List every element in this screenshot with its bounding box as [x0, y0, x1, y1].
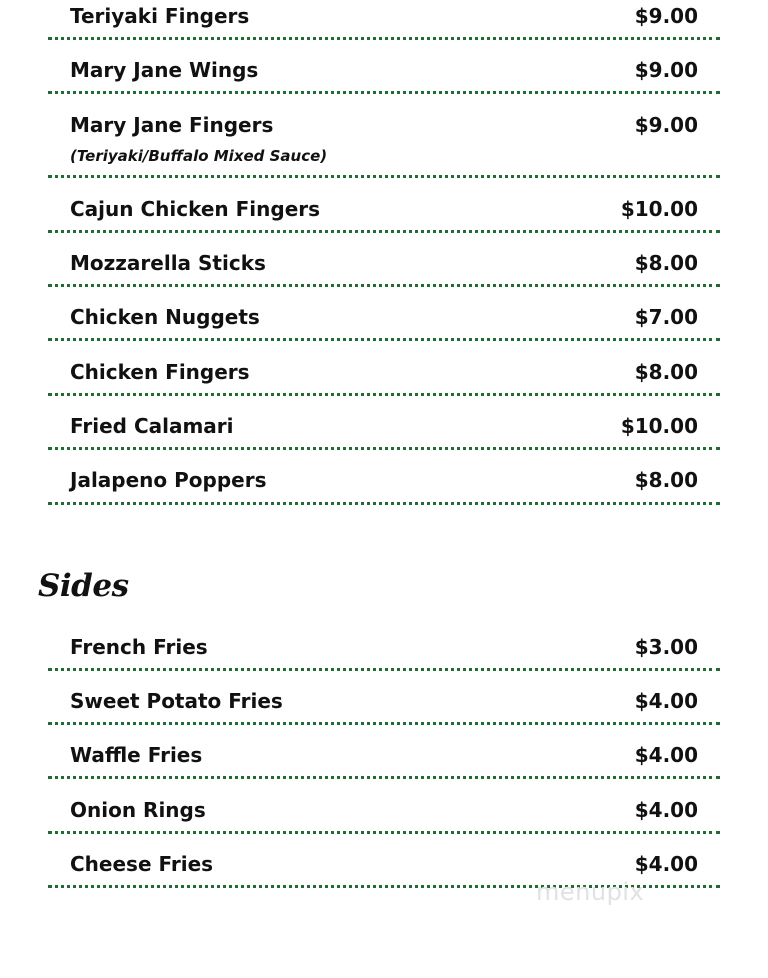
menu-item-price: $9.00: [634, 58, 698, 82]
menu-item: [48, 196, 720, 233]
menu-item-name: Chicken Fingers: [70, 360, 250, 384]
menu-item: [48, 634, 720, 671]
menu-item: [48, 467, 720, 505]
menu-item: [48, 250, 720, 287]
menu-item-name: Cajun Chicken Fingers: [70, 197, 321, 221]
menu-item-name: Waffle Fries: [70, 743, 203, 767]
menu-item-price: $9.00: [634, 113, 698, 137]
menu-item-name: Mary Jane Fingers: [70, 113, 274, 137]
menu-item-name: Mozzarella Sticks: [70, 251, 266, 275]
menu-item-name: Jalapeno Poppers: [70, 468, 267, 492]
menu-item: [48, 3, 720, 40]
menu-item-name: Teriyaki Fingers: [70, 4, 250, 28]
menu-item-price: $8.00: [634, 251, 698, 275]
menu-item: [48, 57, 720, 94]
menu-item-price: $10.00: [620, 197, 698, 221]
menu-item-price: $4.00: [634, 689, 698, 713]
menu-item-price: $7.00: [634, 305, 698, 329]
menupix-watermark: menupix: [536, 878, 645, 906]
menu-item: [48, 413, 720, 450]
menu-item-name: Sweet Potato Fries: [70, 689, 283, 713]
menu-item: [48, 304, 720, 341]
menu-item-price: $10.00: [620, 414, 698, 438]
menu-item-price: $4.00: [634, 852, 698, 876]
menu-item-name: Cheese Fries: [70, 852, 214, 876]
menu-item: [48, 688, 720, 725]
menu-item-note: (Teriyaki/Buffalo Mixed Sauce): [70, 147, 328, 165]
menu-item-price: $9.00: [634, 4, 698, 28]
menu-item-name: Mary Jane Wings: [70, 58, 259, 82]
menu-item: [48, 797, 720, 834]
menu-item-price: $4.00: [634, 798, 698, 822]
menu-item-name: Chicken Nuggets: [70, 305, 260, 329]
menu-item: [48, 112, 720, 178]
menu-item-name: Fried Calamari: [70, 414, 234, 438]
menu-item-price: $4.00: [634, 743, 698, 767]
section-heading-sides: Sides: [38, 568, 129, 604]
menu-item: [48, 742, 720, 779]
menu-item-price: $8.00: [634, 360, 698, 384]
menu-item: [48, 359, 720, 396]
menu-item-name: Onion Rings: [70, 798, 206, 822]
menu-item-name: French Fries: [70, 635, 208, 659]
menu-item-price: $3.00: [634, 635, 698, 659]
menu-item-price: $8.00: [634, 468, 698, 492]
